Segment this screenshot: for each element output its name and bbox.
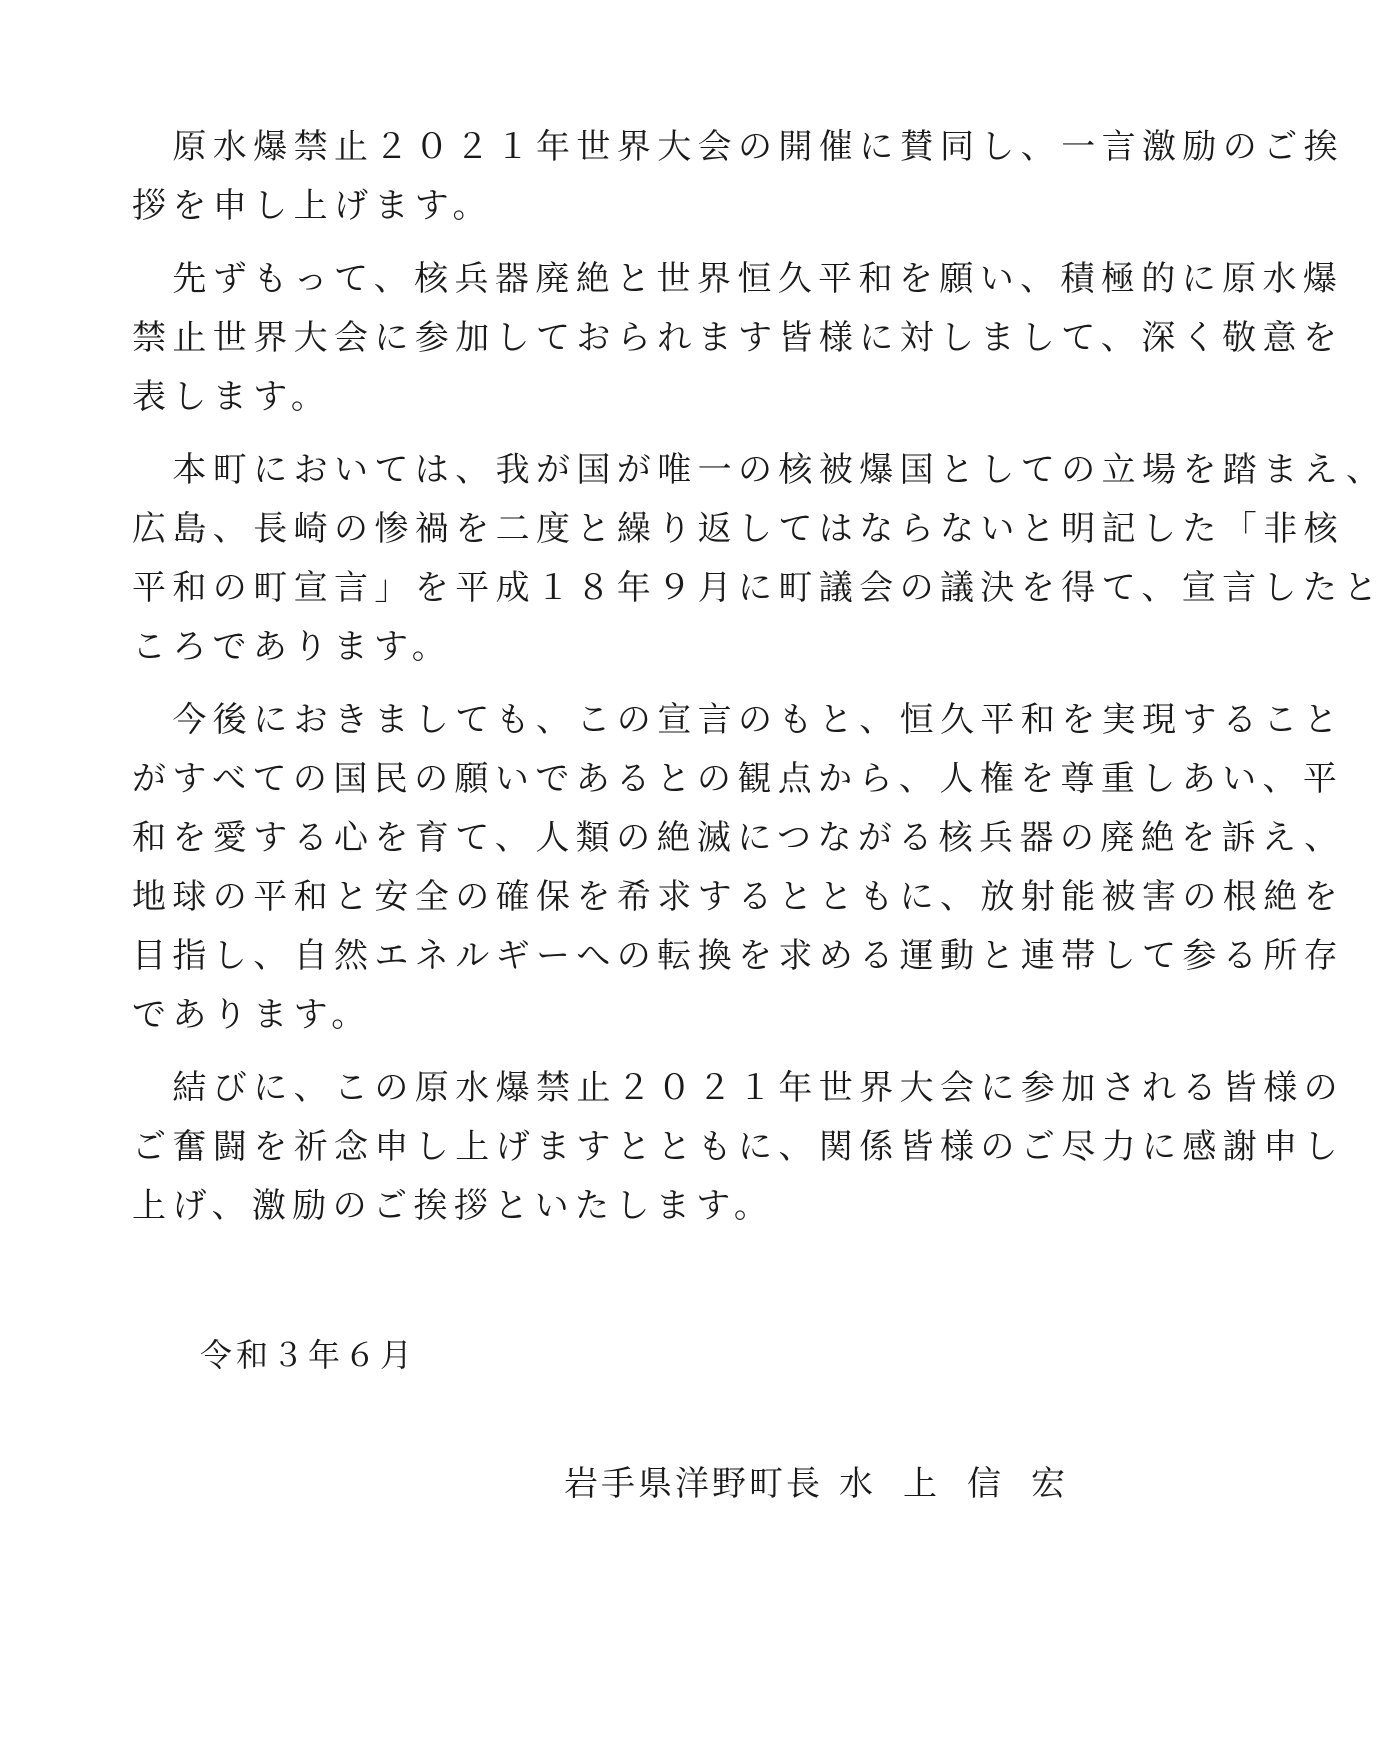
text-line: ご奮闘を祈念申し上げますとともに、関係皆様のご尽力に感謝申し: [132, 1127, 1344, 1167]
paragraph-3: [132, 441, 1386, 677]
text-line: であります。: [132, 995, 372, 1035]
text-line: 結びに、この原水爆禁止２０２１年世界大会に参加される皆様の: [132, 1068, 1344, 1108]
text-line: 拶を申し上げます。: [132, 186, 493, 226]
text-line: がすべての国民の願いであるとの観点から、人権を尊重しあい、平: [132, 759, 1344, 799]
text-line: 和を愛する心を育て、人類の絶滅につながる核兵器の廃絶を訴え、: [132, 818, 1345, 858]
letter-date: 令和３年６月: [200, 1336, 417, 1374]
text-line: 今後におきましても、この宣言のもと、恒久平和を実現すること: [132, 700, 1344, 740]
text-line: 目指し、自然エネルギーへの転換を求める運動と連帯して参る所存: [132, 936, 1344, 976]
text-line: 禁止世界大会に参加しておられます皆様に対しまして、深く敬意を: [132, 318, 1344, 358]
paragraph-gap: [132, 1045, 1172, 1059]
paragraph-gap: [132, 677, 1172, 691]
letter-body: [132, 118, 1386, 1236]
text-line: 広島、長崎の惨禍を二度と繰り返してはならないと明記した「非核: [132, 509, 1344, 549]
text-line: 平和の町宣言」を平成１８年９月に町議会の議決を得て、宣言したと: [132, 568, 1384, 608]
paragraph-5: [132, 1059, 1344, 1236]
text-line: 原水爆禁止２０２１年世界大会の開催に賛同し、一言激励のご挨: [132, 127, 1344, 167]
paragraph-4: [132, 691, 1345, 1045]
paragraph-gap: [132, 427, 1172, 441]
paragraph-gap: [132, 236, 1172, 250]
text-line: ころであります。: [132, 627, 453, 667]
text-line: 地球の平和と安全の確保を希求するとともに、放射能被害の根絶を: [132, 877, 1344, 917]
signature-name: 水上信宏: [839, 1464, 1095, 1504]
paragraph-2: [132, 250, 1344, 427]
signature-title: 岩手県洋野町長: [564, 1464, 823, 1504]
text-line: 上げ、激励のご挨拶といたします。: [132, 1186, 775, 1226]
text-line: 本町においては、我が国が唯一の核被爆国としての立場を踏まえ、: [132, 450, 1386, 490]
text-line: 先ずもって、核兵器廃絶と世界恒久平和を願い、積極的に原水爆: [132, 259, 1344, 299]
paragraph-1: [132, 118, 1344, 236]
text-line: 表します。: [132, 377, 332, 417]
signature-block: [564, 1456, 1095, 1505]
